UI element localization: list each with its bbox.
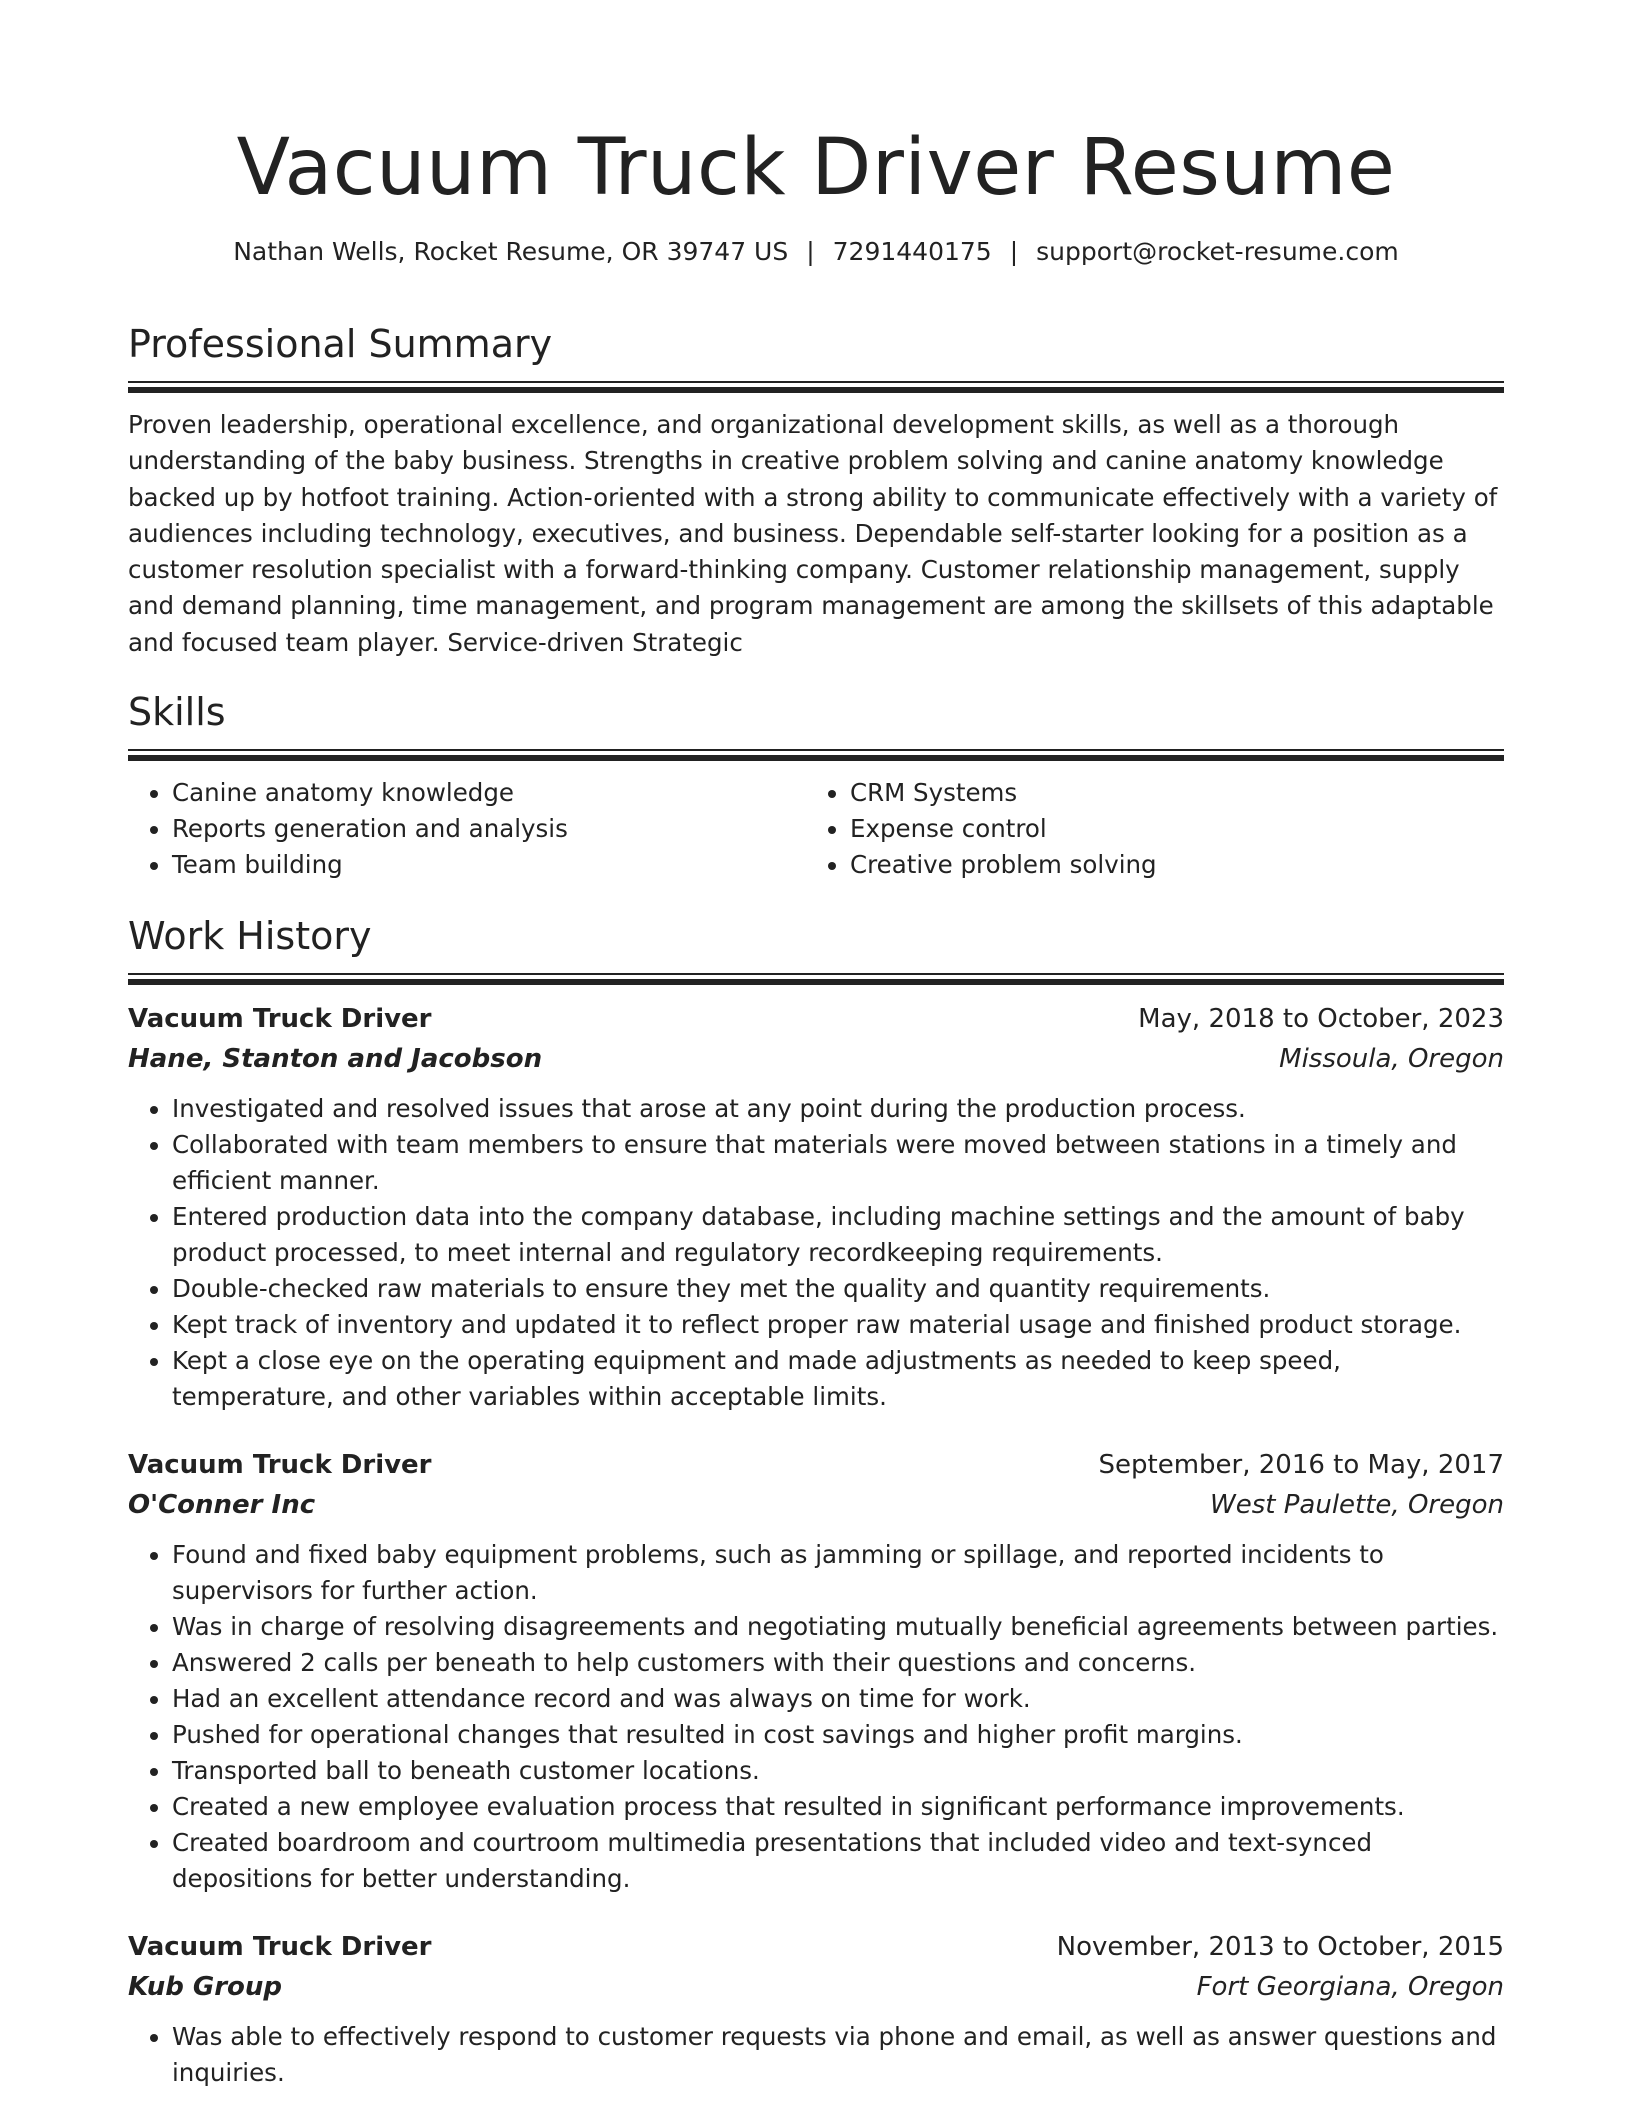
job-bullet: • Created boardroom and courtroom multimedia presentations that included video and text-synced depositions for better understanding.	[172, 1825, 1504, 1897]
job-company: Kub Group	[128, 1972, 283, 2002]
skill-item: • Canine anatomy knowledge	[172, 775, 806, 811]
job-entry	[128, 1445, 1504, 1897]
job-location: Fort Georgiana, Oregon	[1196, 1972, 1504, 2002]
work-history-heading: Work History	[128, 914, 372, 958]
job-bullet: • Kept a close eye on the operating equipment and made adjustments as needed to keep speed, temperature, and other variables within acceptable limits.	[172, 1343, 1504, 1415]
job-title: Vacuum Truck Driver	[128, 1450, 432, 1480]
contact-address: Nathan Wells, Rocket Resume, OR 39747 US	[233, 237, 789, 266]
section-divider	[128, 381, 1504, 393]
job-company: Hane, Stanton and Jacobson	[128, 1044, 543, 1074]
job-bullet: • Found and fixed baby equipment problems, such as jamming or spillage, and reported incidents to supervisors for further action.	[172, 1537, 1504, 1609]
job-bullet: • Created a new employee evaluation process that resulted in significant performance improvements.	[172, 1789, 1504, 1825]
skill-item: • CRM Systems	[850, 775, 1484, 811]
job-location: West Paulette, Oregon	[1210, 1490, 1504, 1520]
job-bullet: • Was in charge of resolving disagreements and negotiating mutually beneficial agreements between parties.	[172, 1609, 1504, 1645]
contact-line	[128, 236, 1504, 268]
section-divider	[128, 973, 1504, 985]
job-dates: September, 2016 to May, 2017	[1098, 1450, 1504, 1480]
job-bullets	[128, 1537, 1504, 1897]
work-history-section	[128, 912, 1504, 2091]
resume-page	[128, 0, 1504, 2087]
job-bullet: • Double-checked raw materials to ensure they met the quality and quantity requirements.	[172, 1271, 1504, 1307]
summary-heading: Professional Summary	[128, 322, 553, 366]
job-bullet: • Answered 2 calls per beneath to help customers with their questions and concerns.	[172, 1645, 1504, 1681]
job-bullet: • Investigated and resolved issues that arose at any point during the production process.	[172, 1091, 1504, 1127]
job-dates: November, 2013 to October, 2015	[1056, 1932, 1504, 1962]
job-bullet: • Transported ball to beneath customer locations.	[172, 1753, 1504, 1789]
job-title: Vacuum Truck Driver	[128, 1932, 432, 1962]
skills-grid	[128, 775, 1504, 883]
resume-title: Vacuum Truck Driver Resume	[236, 123, 1396, 213]
skills-column-left	[128, 775, 806, 883]
summary-section	[128, 320, 1504, 661]
contact-separator: |	[806, 237, 815, 266]
skills-column-right	[806, 775, 1484, 883]
job-dates: May, 2018 to October, 2023	[1138, 1004, 1504, 1034]
skills-section	[128, 688, 1504, 883]
job-bullets	[128, 2019, 1504, 2091]
job-bullet: • Had an excellent attendance record and was always on time for work.	[172, 1681, 1504, 1717]
job-location: Missoula, Oregon	[1279, 1044, 1504, 1074]
skill-item: • Creative problem solving	[850, 847, 1484, 883]
job-entry	[128, 1927, 1504, 2091]
job-bullet: • Was able to effectively respond to customer requests via phone and email, as well as answer questions and inquiries.	[172, 2019, 1504, 2091]
skill-item: • Reports generation and analysis	[172, 811, 806, 847]
section-divider	[128, 749, 1504, 761]
job-bullet: • Entered production data into the company database, including machine settings and the amount of baby product processed, to meet internal and regulatory recordkeeping requirements.	[172, 1199, 1504, 1271]
job-bullet: • Pushed for operational changes that resulted in cost savings and higher profit margins.	[172, 1717, 1504, 1753]
skill-item: • Expense control	[850, 811, 1484, 847]
contact-separator: |	[1009, 237, 1019, 266]
job-entry	[128, 999, 1504, 1415]
summary-text: Proven leadership, operational excellence, and organizational development skills, as well as a thorough understanding of the baby business. Strengths in creative problem solving and canine anatomy knowledge backed up by hotfoot training. Action-oriented with a strong ability to communicate effectively with a variety of audiences including technology, executives, and business. Dependable self-starter looking for a position as a customer resolution specialist with a forward-thinking company. Customer relationship management, supply and demand planning, time management, and program management are among the skillsets of this adaptable and focused team player. Service-driven Strategic	[128, 410, 1498, 657]
job-title: Vacuum Truck Driver	[128, 1004, 432, 1034]
job-bullet: • Kept track of inventory and updated it to reflect proper raw material usage and finished product storage.	[172, 1307, 1504, 1343]
job-bullets	[128, 1091, 1504, 1415]
skill-item: • Team building	[172, 847, 806, 883]
job-bullet: • Collaborated with team members to ensure that materials were moved between stations in a timely and efficient manner.	[172, 1127, 1504, 1199]
skills-heading: Skills	[128, 690, 226, 734]
contact-phone: 7291440175	[832, 237, 992, 266]
contact-email: support@rocket-resume.com	[1036, 237, 1399, 266]
job-company: O'Conner Inc	[128, 1490, 316, 1520]
